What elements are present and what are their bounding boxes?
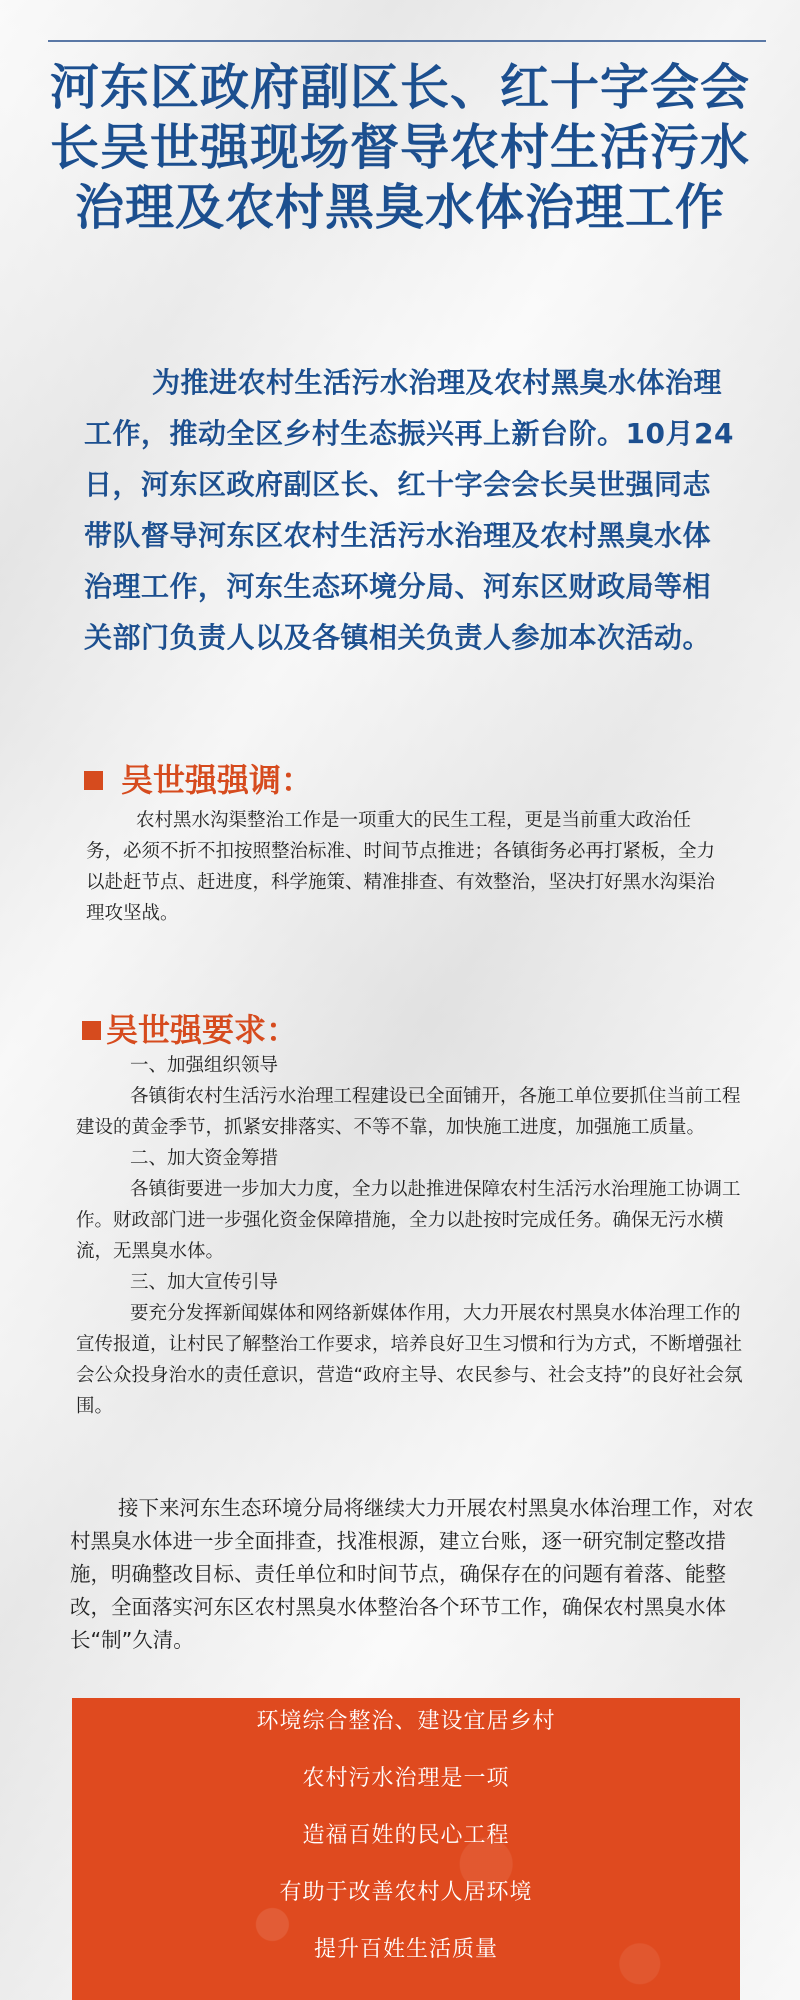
section-emphasis-heading bbox=[84, 760, 313, 800]
banner-line: 农村污水治理是一项 bbox=[302, 1766, 510, 1791]
section-requirements-heading-text: 吴世强要求： bbox=[106, 1011, 299, 1049]
section-emphasis-body: 农村黑水沟渠整治工作是一项重大的民生工程，更是当前重大政治任务，必须不折不扣按照整治标准、时间节点推进；各镇街务必再打紧板，全力以赴赶节点、赶进度，科学施策、精准排查、有效整治，坚决打好黑水沟渠治理攻坚战。 bbox=[86, 810, 716, 924]
square-bullet-icon bbox=[84, 771, 103, 790]
banner-line: 造福百姓的民心工程 bbox=[302, 1823, 510, 1848]
banner-line: 环境综合整治、建设宜居乡村 bbox=[256, 1709, 556, 1734]
banner-line: 提升百姓生活质量 bbox=[313, 1937, 498, 1962]
requirements-list bbox=[76, 1050, 756, 1422]
section-requirements-heading bbox=[82, 1010, 298, 1050]
closing-paragraph: 接下来河东生态环境分局将继续大力开展农村黑臭水体治理工作，对农村黑臭水体进一步全面排查，找准根源，建立台账，逐一研究制定整改措施，明确整改目标、责任单位和时间节点，确保存在的问题有着落、能整改，全面落实河东区农村黑臭水体整治各个环节工作，确保农村黑臭水体长“制”久清。 bbox=[70, 1496, 754, 1652]
requirement-title: 三、加大宣传引导 bbox=[130, 1272, 279, 1293]
requirement-body: 各镇街农村生活污水治理工程建设已全面铺开，各施工单位要抓住当前工程建设的黄金季节，抓紧安排落实、不等不靠，加快施工进度，加强施工质量。 bbox=[76, 1086, 741, 1138]
page-title: 河东区政府副区长、红十字会会长吴世强现场督导农村生活污水治理及农村黑臭水体治理工作 bbox=[49, 59, 750, 236]
intro-paragraph: 为推进农村生活污水治理及农村黑臭水体治理工作，推动全区乡村生态振兴再上新台阶。10月24日，河东区政府副区长、红十字会会长吴世强同志带队督导河东区农村生活污水治理及农村黑臭水体治理工作，河东生态环境分局、河东区财政局等相关部门负责人以及各镇相关负责人参加本次活动。 bbox=[84, 366, 734, 654]
slogan-banner bbox=[72, 1698, 740, 2000]
square-bullet-icon bbox=[82, 1021, 101, 1040]
requirement-body: 各镇街要进一步加大力度，全力以赴推进保障农村生活污水治理施工协调工作。财政部门进一步强化资金保障措施，全力以赴按时完成任务。确保无污水横流，无黑臭水体。 bbox=[76, 1179, 741, 1262]
requirement-title: 二、加大资金筹措 bbox=[130, 1148, 279, 1169]
requirement-body: 要充分发挥新闻媒体和网络新媒体作用，大力开展农村黑臭水体治理工作的宣传报道，让村民了解整治工作要求，培养良好卫生习惯和行为方式，不断增强社会公众投身治水的责任意识，营造“政府主导、农民参与、社会支持”的良好社会氛围。 bbox=[76, 1303, 743, 1417]
banner-line: 有助于改善农村人居环境 bbox=[279, 1880, 533, 1905]
requirement-title: 一、加强组织领导 bbox=[130, 1055, 279, 1076]
section-emphasis-heading-text: 吴世强强调： bbox=[121, 761, 314, 799]
top-divider bbox=[48, 40, 766, 42]
